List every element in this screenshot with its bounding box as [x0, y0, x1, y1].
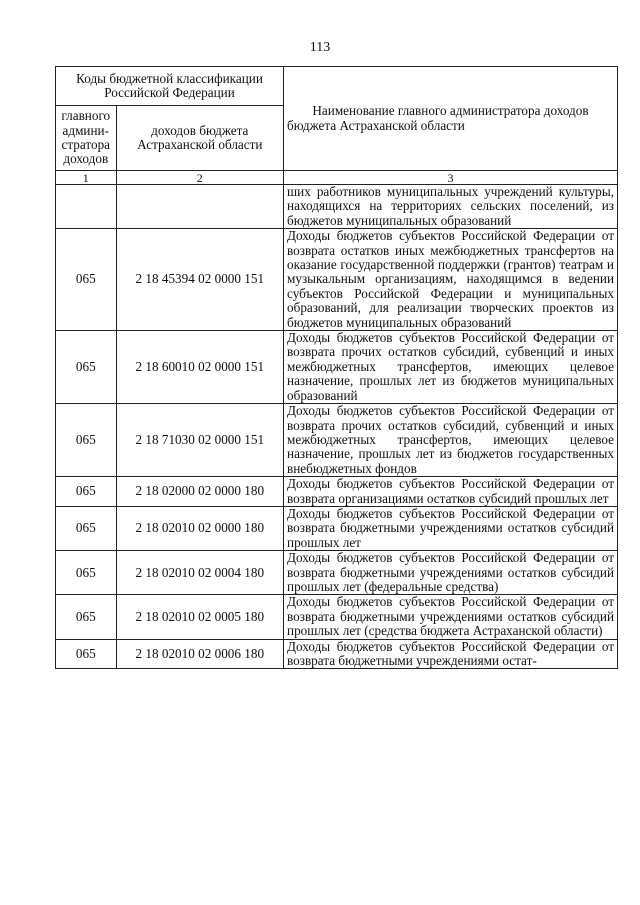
revenue-name-cell: Доходы бюджетов субъектов Российской Федерации от возврата бюджетными учреждениями остатков субсидий прошлых лет (средства бюджета Астраханской области)	[284, 595, 618, 639]
revenue-name-cell: Доходы бюджетов субъектов Российской Федерации от возврата бюджетными учреждениями остатков субсидий прошлых лет	[284, 506, 618, 550]
table-row	[56, 404, 618, 477]
header-num-3: 3	[284, 171, 618, 185]
revenue-code-cell	[116, 185, 283, 229]
revenue-code-cell: 2 18 71030 02 0000 151	[116, 404, 283, 477]
revenue-code-cell: 2 18 02010 02 0000 180	[116, 506, 283, 550]
revenue-name-cell: Доходы бюджетов субъектов Российской Федерации от возврата прочих остатков субсидий, субвенций и иных межбюджетных трансфертов, имеющих целевое назначение, прошлых лет из бюджетов муниципальных образований	[284, 331, 618, 404]
revenue-code-cell: 2 18 02010 02 0004 180	[116, 551, 283, 595]
admin-code-cell: 065	[56, 595, 117, 639]
table-row	[56, 551, 618, 595]
admin-code-cell: 065	[56, 639, 117, 669]
table-row	[56, 477, 618, 507]
revenue-name-cell: Доходы бюджетов субъектов Российской Федерации от возврата бюджетными учреждениями остатков субсидий прошлых лет (федеральные средства)	[284, 551, 618, 595]
header-revenue-col: доходов бюджета Астраханской области	[116, 106, 283, 171]
table-row	[56, 229, 618, 331]
revenue-name-cell: Доходы бюджетов субъектов Российской Федерации от возврата остатков иных межбюджетных трансфертов на оказание государственной поддержки (грантов) театрам и музыкальным организациям, находящимся в ведении субъектов Российской Федерации и муниципальных образований, для реализации творческих проектов из бюджетов муниципальных образований	[284, 229, 618, 331]
revenue-name-cell: Доходы бюджетов субъектов Российской Федерации от возврата бюджетными учреждениями остат-	[284, 639, 618, 669]
header-num-2: 2	[116, 171, 283, 185]
header-name: Наименование главного администратора доходов бюджета Астраханской области	[284, 67, 618, 171]
revenue-name-cell: Доходы бюджетов субъектов Российской Федерации от возврата организациями остатков субсидий прошлых лет	[284, 477, 618, 507]
table-row	[56, 639, 618, 669]
table-row	[56, 506, 618, 550]
table-row	[56, 595, 618, 639]
revenue-name-cell: ших работников муниципальных учреждений культуры, находящихся на территориях сельских поселений, из бюджетов муниципальных образований	[284, 185, 618, 229]
revenue-name-cell: Доходы бюджетов субъектов Российской Федерации от возврата прочих остатков субсидий, субвенций и иных межбюджетных трансфертов, имеющих целевое назначение, прошлых лет из бюджетов государственных внебюджетных фондов	[284, 404, 618, 477]
table-row	[56, 331, 618, 404]
revenue-code-cell: 2 18 60010 02 0000 151	[116, 331, 283, 404]
admin-code-cell: 065	[56, 229, 117, 331]
header-num-1: 1	[56, 171, 117, 185]
admin-code-cell	[56, 185, 117, 229]
admin-code-cell: 065	[56, 477, 117, 507]
revenue-code-cell: 2 18 02010 02 0005 180	[116, 595, 283, 639]
admin-code-cell: 065	[56, 506, 117, 550]
admin-code-cell: 065	[56, 404, 117, 477]
header-codes-group: Коды бюджетной классификации Российской Федерации	[56, 67, 284, 106]
table-row	[56, 185, 618, 229]
header-admin-col: главного админи-стратора доходов	[56, 106, 117, 171]
admin-code-cell: 065	[56, 331, 117, 404]
revenue-code-cell: 2 18 45394 02 0000 151	[116, 229, 283, 331]
revenue-code-cell: 2 18 02000 02 0000 180	[116, 477, 283, 507]
revenue-code-cell: 2 18 02010 02 0006 180	[116, 639, 283, 669]
budget-codes-table	[55, 66, 618, 669]
page-number: 113	[309, 40, 331, 55]
admin-code-cell: 065	[56, 551, 117, 595]
